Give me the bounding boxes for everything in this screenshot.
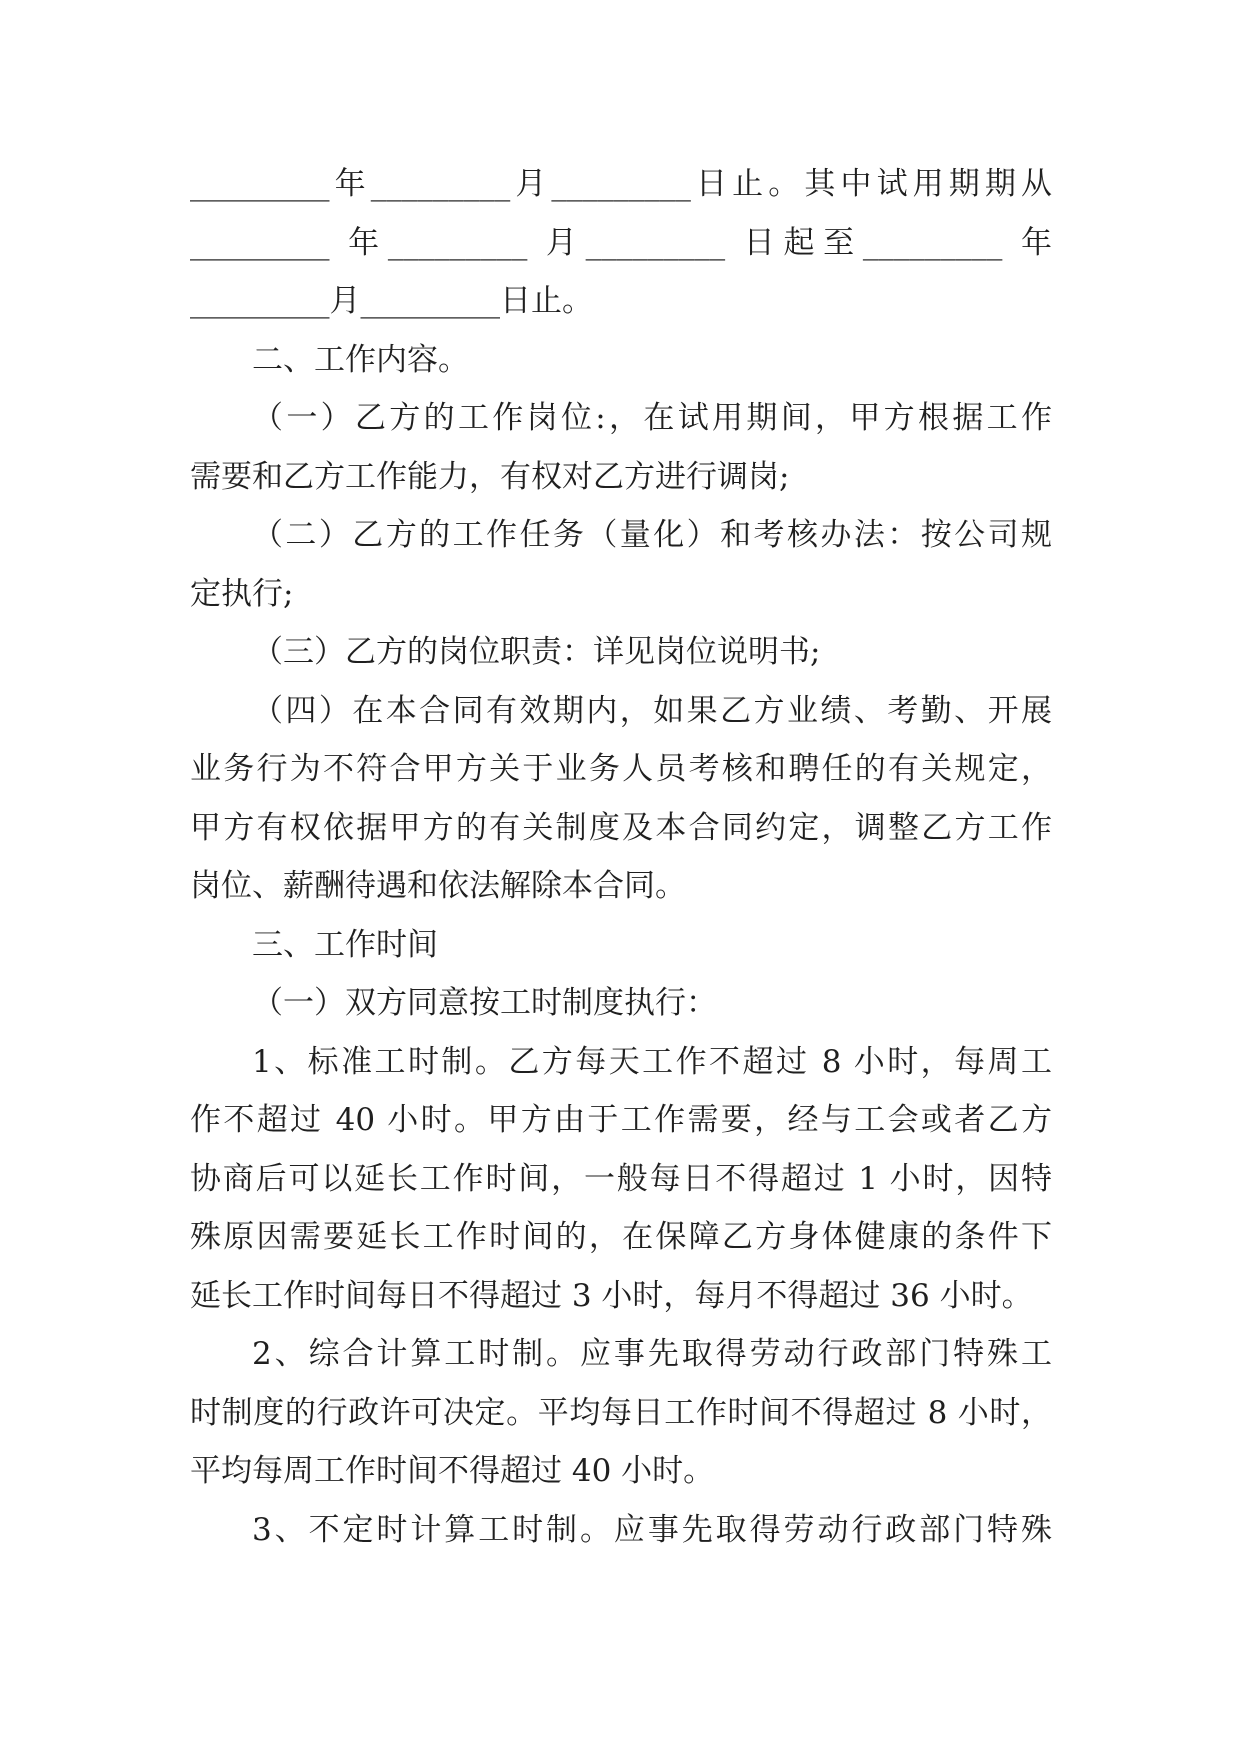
paragraph-line: 殊原因需要延长工作时间的，在保障乙方身体健康的条件下 xyxy=(190,1219,1052,1255)
paragraph-contract-term xyxy=(190,155,1052,331)
paragraph-line: _________月_________日止。 xyxy=(190,283,593,319)
paragraph-line: （四）在本合同有效期内，如果乙方业绩、考勤、开展 xyxy=(252,692,1052,729)
paragraph-line: 定执行; xyxy=(190,575,294,612)
paragraph-clause xyxy=(190,1325,1052,1501)
paragraph-clause xyxy=(190,1033,1052,1326)
paragraph-line: _________年_________月_________日止。其中试用期期从 xyxy=(190,166,1052,202)
paragraph-line: 延长工作时间每日不得超过 3 小时，每月不得超过 36 小时。 xyxy=(190,1277,1033,1314)
paragraph-line: 作不超过 40 小时。甲方由于工作需要，经与工会或者乙方 xyxy=(190,1102,1052,1138)
paragraph-line: （二）乙方的工作任务（量化）和考核办法：按公司规 xyxy=(252,517,1052,553)
paragraph-clause xyxy=(190,389,1052,506)
paragraph-line: 平均每周工作时间不得超过 40 小时。 xyxy=(190,1453,715,1489)
paragraph-line: 业务行为不符合甲方关于业务人员考核和聘任的有关规定， xyxy=(190,751,1052,787)
document-body xyxy=(190,155,1052,1559)
paragraph-line: 协商后可以延长工作时间，一般每日不得超过 1 小时，因特 xyxy=(190,1160,1052,1197)
paragraph-clause xyxy=(190,506,1052,623)
paragraph-line: 3、不定时计算工时制。应事先取得劳动行政部门特殊 xyxy=(252,1511,1052,1548)
paragraph-clause xyxy=(190,623,1052,682)
paragraph-line: （一）双方同意按工时制度执行： xyxy=(252,985,717,1021)
section-heading xyxy=(190,916,1052,975)
section-heading xyxy=(190,331,1052,390)
paragraph-clause xyxy=(190,974,1052,1033)
paragraph-line: （一）乙方的工作岗位:，在试用期间，甲方根据工作 xyxy=(252,400,1052,436)
paragraph-line: 岗位、薪酬待遇和依法解除本合同。 xyxy=(190,868,686,904)
section-heading-text: 二、工作内容。 xyxy=(252,341,469,378)
section-heading-text: 三、工作时间 xyxy=(252,926,438,963)
paragraph-clause xyxy=(190,1501,1052,1560)
paragraph-line: _________ 年_________ 月_________ 日起至_________ 年 xyxy=(190,224,1052,261)
paragraph-line: 1、标准工时制。乙方每天工作不超过 8 小时，每周工 xyxy=(252,1043,1052,1080)
paragraph-clause xyxy=(190,682,1052,916)
paragraph-line: （三）乙方的岗位职责：详见岗位说明书; xyxy=(252,634,821,670)
paragraph-line: 2、综合计算工时制。应事先取得劳动行政部门特殊工 xyxy=(252,1336,1052,1372)
paragraph-line: 甲方有权依据甲方的有关制度及本合同约定，调整乙方工作 xyxy=(190,809,1052,846)
paragraph-line: 时制度的行政许可决定。平均每日工作时间不得超过 8 小时， xyxy=(190,1394,1052,1431)
paragraph-line: 需要和乙方工作能力，有权对乙方进行调岗; xyxy=(190,458,790,495)
